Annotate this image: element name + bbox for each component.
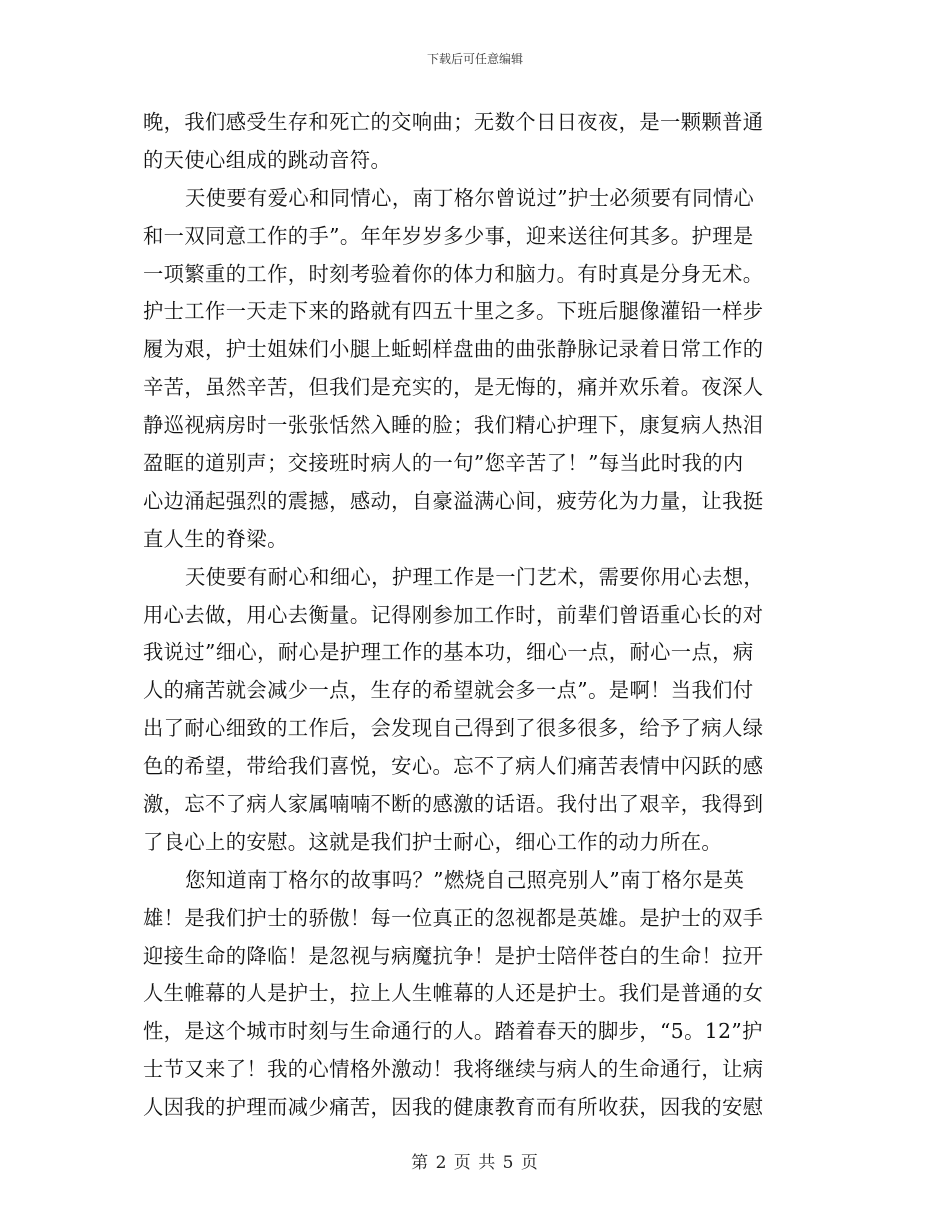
text-line: 一项繁重的工作，时刻考验着你的体力和脑力。有时真是分身无术。 (143, 261, 764, 286)
text-line: 静巡视病房时一张张恬然入睡的脸；我们精心护理下，康复病人热泪 (143, 413, 764, 438)
page-header (0, 51, 950, 67)
text-line: 激，忘不了病人家属喃喃不断的感激的话语。我付出了艰辛，我得到 (143, 792, 764, 817)
text-line: 晚，我们感受生存和死亡的交响曲；无数个日日夜夜，是一颗颗普通 (143, 110, 764, 134)
text-line: 士节又来了！我的心情格外激动！我将继续与病人的生命通行，让病 (143, 1057, 764, 1082)
paragraph (143, 104, 807, 180)
text-line: 您知道南丁格尔的故事吗？”燃烧自己照亮别人”南丁格尔是英 (185, 867, 745, 892)
text-line: 盈眶的道别声；交接班时病人的一句”您辛苦了！”每当此时我的内 (143, 451, 744, 476)
text-line: 出了耐心细致的工作后，会发现自己得到了很多很多，给予了病人绿 (143, 716, 764, 741)
text-line: 天使要有耐心和细心，护理工作是一门艺术，需要你用心去想， (185, 564, 765, 589)
text-line: 我说过”细心，耐心是护理工作的基本功，细心一点，耐心一点，病 (143, 640, 754, 665)
header-note: 下载后可任意编辑 (426, 52, 523, 66)
text-line: 人的痛苦就会减少一点，生存的希望就会多一点”。是啊！当我们付 (143, 678, 754, 703)
text-line: 迎接生命的降临！是忽视与病魔抗争！是护士陪伴苍白的生命！拉开 (143, 943, 764, 968)
text-line: 人生帷幕的人是护士，拉上人生帷幕的人还是护士。我们是普通的女 (143, 981, 764, 1006)
text-line: 履为艰，护士姐妹们小腿上蚯蚓样盘曲的曲张静脉记录着日常工作的 (143, 337, 764, 362)
page-number: 第 2 页 共 5 页 (411, 1153, 539, 1173)
text-line: 人因我的护理而减少痛苦，因我的健康教育而有所收获，因我的安慰 (143, 1095, 764, 1120)
text-line: 护士工作一天走下来的路就有四五十里之多。下班后腿像灌铅一样步 (143, 299, 764, 324)
document-body (143, 104, 807, 1127)
text-line: 心边涌起强烈的震撼，感动，自豪溢满心间，疲劳化为力量，让我挺 (143, 488, 764, 513)
paragraph (143, 862, 807, 1127)
text-line: 了良心上的安慰。这就是我们护士耐心，细心工作的动力所在。 (143, 829, 723, 854)
text-line: 和一双同意工作的手”。年年岁岁多少事，迎来送往何其多。护理是 (143, 223, 754, 248)
text-line: 辛苦，虽然辛苦，但我们是充实的，是无悔的，痛并欢乐着。夜深人 (143, 375, 764, 400)
text-line: 天使要有爱心和同情心，南丁格尔曾说过”护士必须要有同情心 (185, 185, 755, 210)
text-line: 的天使心组成的跳动音符。 (143, 147, 392, 172)
text-line: 直人生的脊梁。 (143, 526, 288, 551)
text-line: 用心去做，用心去衡量。记得刚参加工作时，前辈们曾语重心长的对 (143, 602, 764, 627)
paragraph (143, 180, 807, 559)
text-line: 色的希望，带给我们喜悦，安心。忘不了病人们痛苦表情中闪跃的感 (143, 754, 764, 779)
text-line: 雄！是我们护士的骄傲！每一位真正的忽视都是英雄。是护士的双手 (143, 905, 764, 930)
text-line: 性，是这个城市时刻与生命通行的人。踏着春天的脚步，“5。12”护 (143, 1019, 763, 1044)
paragraph (143, 559, 807, 862)
page-footer (0, 1152, 950, 1174)
